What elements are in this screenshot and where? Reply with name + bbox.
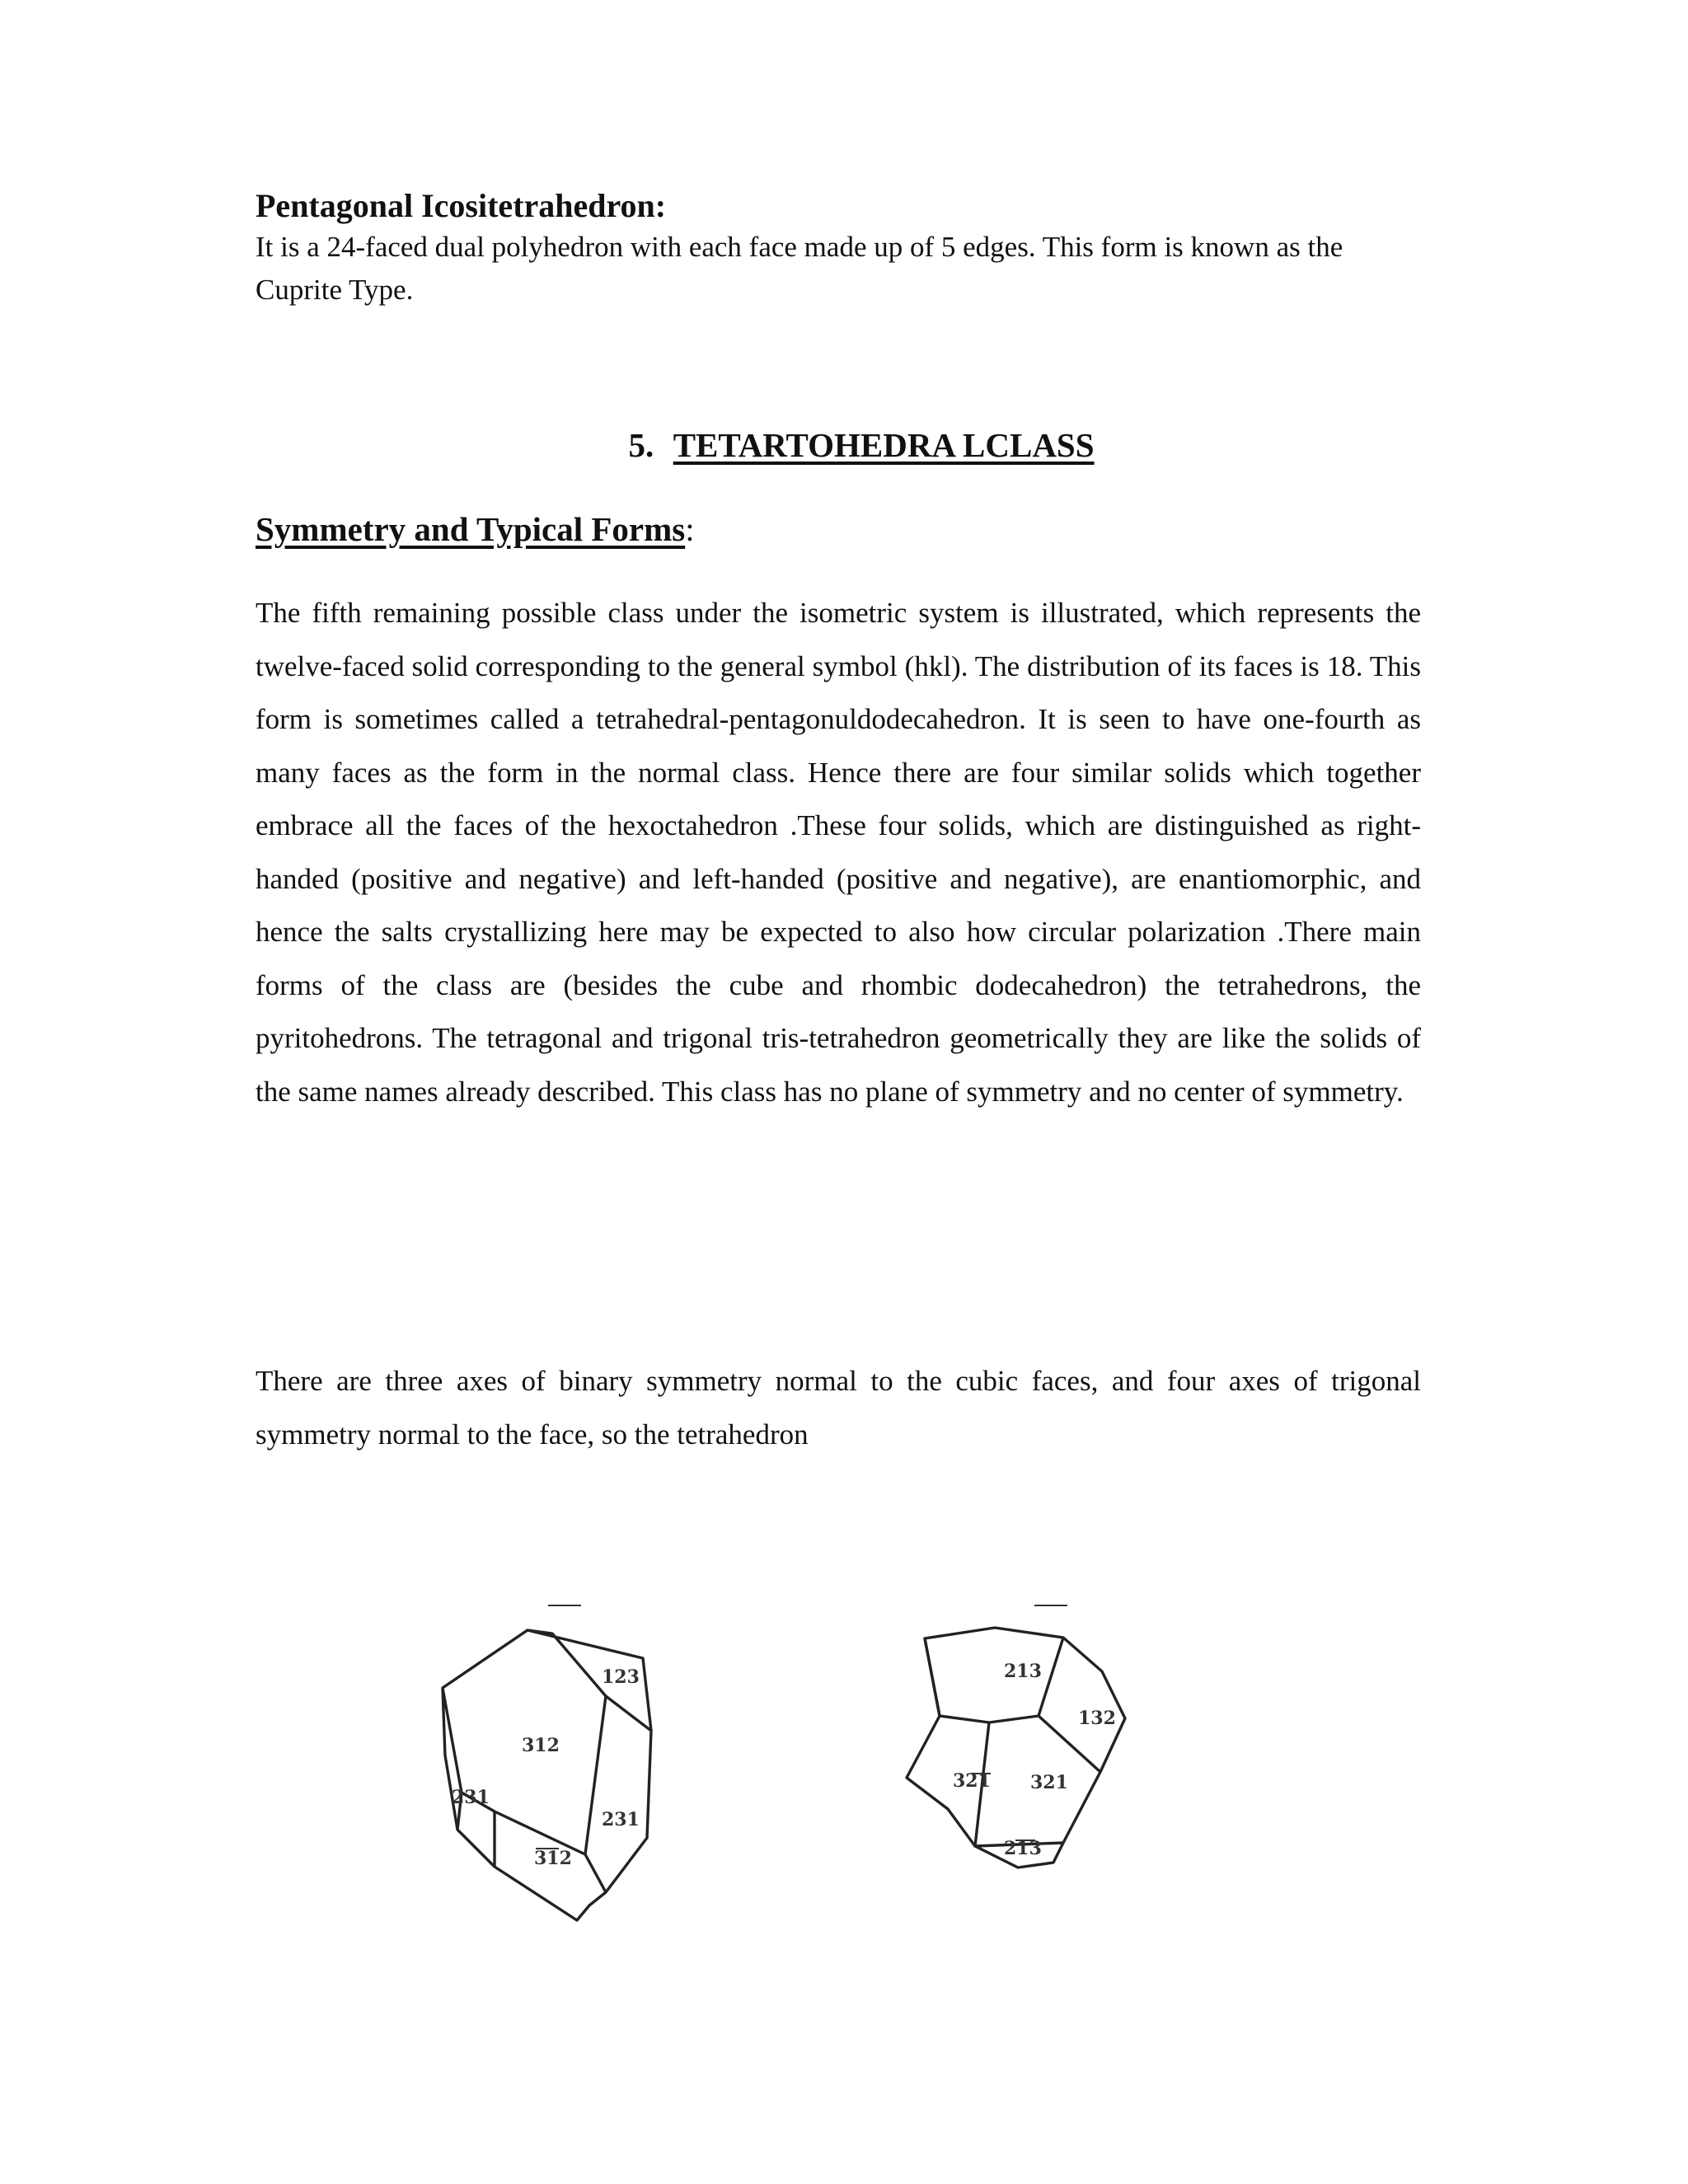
left-crystal-edge-3	[585, 1854, 606, 1892]
right-face-label-3: 321	[953, 1770, 991, 1792]
right-face-label-4: 321	[1030, 1772, 1068, 1793]
left-face-label-1: 123	[602, 1666, 640, 1688]
left-crystal-figure	[443, 1630, 651, 1920]
left-face-label-2: 312	[522, 1735, 560, 1756]
crystal-figures-svg	[412, 1591, 1236, 1945]
right-crystal-edge-4	[925, 1638, 940, 1716]
right-face-label-5: 213	[1004, 1838, 1042, 1859]
section-title	[0, 422, 1688, 468]
left-face-label-3: 231	[452, 1787, 490, 1808]
section-number: 5.	[628, 426, 654, 464]
right-face-label-1: 213	[1004, 1661, 1042, 1682]
body-paragraph-1: The fifth remaining possible class under the isometric system is illustrated, which represents the twelve-faced solid corresponding to the general symbol (hkl). The distribution of its faces is 18. This form is sometimes called a tetrahedral-pentagonuldodecahedron. It is seen to have one-fourth as many faces as the form in the normal class. Hence there are four similar solids which together embrace all the faces of the hexoctahedron .These four solids, which are distinguished as right-handed (positive and negative) and left-handed (positive and negative), are enantiomorphic, and hence the salts crystallizing here may be expected to also how circular polarization .There main forms of the class are (besides the cube and rhombic dodecahedron) the tetrahedrons, the pyritohedrons. The tetragonal and trigonal tris-tetrahedron geometrically they are like the solids of the same names already described. This class has no plane of symmetry and no center of symmetry.	[256, 597, 1421, 1108]
right-crystal-figure	[907, 1628, 1125, 1868]
symmetry-heading	[256, 506, 695, 552]
body-paragraph-2: There are three axes of binary symmetry normal to the cubic faces, and four axes of trigonal symmetry normal to the face, so the tetrahedron	[256, 1365, 1421, 1451]
crystal-figures	[412, 1591, 1236, 1945]
pentagonal-heading: Pentagonal Icositetrahedron:	[256, 187, 667, 224]
symmetry-heading-text: Symmetry and Typical Forms	[256, 510, 686, 548]
pentagonal-description: It is a 24-faced dual polyhedron with each face made up of 5 edges. This form is known as the Cuprite Type.	[256, 231, 1343, 306]
right-face-label-2: 132	[1078, 1708, 1116, 1729]
left-crystal-edge-2	[443, 1688, 606, 1854]
left-face-label-4: 231	[602, 1809, 640, 1830]
left-face-label-5: 312	[534, 1848, 572, 1869]
right-crystal-edge-1	[940, 1638, 1063, 1722]
symmetry-heading-colon: :	[685, 510, 695, 548]
section-title-text: TETARTOHEDRA LCLASS	[673, 426, 1095, 464]
